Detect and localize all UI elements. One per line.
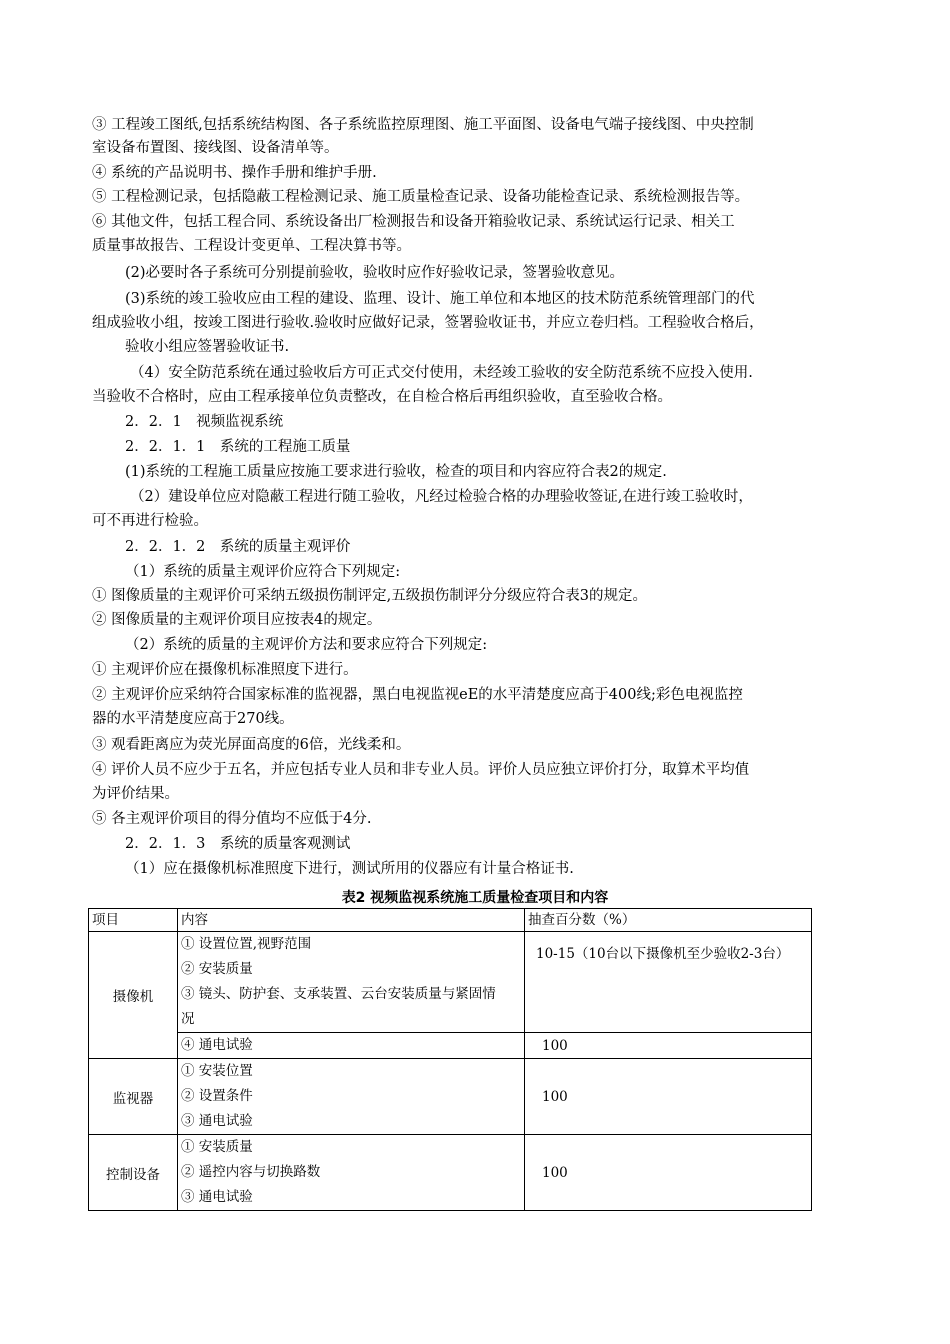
paragraph-line: ④ 系统的产品说明书、操作手册和维护手册. <box>92 165 377 181</box>
list-item: ① 设置位置,视野范围 <box>181 936 312 952</box>
paragraph-line: ⑥ 其他文件，包括工程合同、系统设备出厂检测报告和设备开箱验收记录、系统试运行记录、相关工 <box>92 214 735 230</box>
list-item: ② 遥控内容与切换路数 <box>181 1164 321 1180</box>
paragraph-line: ③ 观看距离应为荧光屏面高度的6倍，光线柔和。 <box>92 737 411 753</box>
paragraph-line: ② 图像质量的主观评价项目应按表4的规定。 <box>92 612 382 628</box>
header-item: 项目 <box>89 909 178 932</box>
camera-percentage: 10-15（10台以下摄像机至少验收2-3台） <box>536 946 790 962</box>
paragraph-line: 可不再进行检验。 <box>92 513 208 529</box>
paragraph-line: 为评价结果。 <box>92 786 179 802</box>
section-heading: 2．2．1 视频监视系统 <box>125 414 284 430</box>
camera-power-percentage-cell <box>525 1033 812 1059</box>
paragraph-line: 质量事故报告、工程设计变更单、工程决算书等。 <box>92 238 411 254</box>
table-row <box>89 1033 812 1059</box>
paragraph-line: (1)系统的工程施工质量应按施工要求进行验收，检查的项目和内容应符合表2的规定. <box>125 464 667 480</box>
table-row <box>89 932 812 1033</box>
list-item: ③ 通电试验 <box>181 1189 253 1205</box>
list-item: ① 安装位置 <box>181 1063 253 1079</box>
control-percentage-cell <box>525 1135 812 1211</box>
paragraph-line: 当验收不合格时，应由工程承接单位负责整改，在自检合格后再组织验收，直至验收合格。 <box>92 389 672 405</box>
paragraph-line: ① 图像质量的主观评价可采纳五级损伤制评定,五级损伤制评分分级应符合表3的规定。 <box>92 588 647 604</box>
header-content: 内容 <box>178 909 525 932</box>
paragraph-line: ⑤ 工程检测记录，包括隐蔽工程检测记录、施工质量检查记录、设备功能检查记录、系统检测报告等。 <box>92 189 750 205</box>
paragraph-line: 组成验收小组，按竣工图进行验收.验收时应做好记录，签署验收证书，并应立卷归档。工程验收合格后， <box>92 315 764 331</box>
paragraph-line: ① 主观评价应在摄像机标准照度下进行。 <box>92 662 358 678</box>
table-row <box>89 1059 812 1135</box>
paragraph-line: (3)系统的竣工验收应由工程的建设、监理、设计、施工单位和本地区的技术防范系统管理部门的代 <box>125 291 755 307</box>
monitor-percentage-cell <box>525 1059 812 1135</box>
paragraph-line: （1）系统的质量主观评价应符合下列规定: <box>125 564 401 580</box>
paragraph-line: 验收小组应签署验收证书. <box>125 339 290 355</box>
camera-power-item <box>178 1033 525 1059</box>
row-label-camera: 摄像机 <box>89 932 178 1059</box>
table-header-row <box>89 909 812 932</box>
paragraph-line: ⑤ 各主观评价项目的得分值均不应低于4分. <box>92 811 372 827</box>
section-heading: 2．2．1．3 系统的质量客观测试 <box>125 836 351 852</box>
camera-power-percentage: 100 <box>542 1037 568 1054</box>
list-item: 况 <box>181 1011 195 1027</box>
camera-items <box>178 932 525 1033</box>
section-heading: 2．2．1．2 系统的质量主观评价 <box>125 539 351 555</box>
list-item: ④ 通电试验 <box>181 1037 253 1053</box>
section-heading: 2．2．1．1 系统的工程施工质量 <box>125 439 351 455</box>
paragraph-line: ③ 工程竣工图纸,包括系统结构图、各子系统监控原理图、施工平面图、设备电气端子接线图、中央控制 <box>92 117 754 133</box>
control-items <box>178 1135 525 1211</box>
monitor-percentage: 100 <box>542 1088 568 1105</box>
list-item: ③ 通电试验 <box>181 1113 253 1129</box>
inspection-table <box>88 908 812 1211</box>
table-caption: 表2 视频监视系统施工质量检查项目和内容 <box>341 890 609 906</box>
paragraph-line: 器的水平清楚度应高于270线。 <box>92 711 294 727</box>
monitor-items <box>178 1059 525 1135</box>
paragraph-line: ② 主观评价应采纳符合国家标准的监视器，黑白电视监视eE的水平清楚度应高于400线;彩色电视监控 <box>92 687 743 703</box>
list-item: ② 设置条件 <box>181 1088 253 1104</box>
paragraph-line: (2)必要时各子系统可分别提前验收，验收时应作好验收记录，签署验收意见。 <box>125 265 625 281</box>
row-label-control: 控制设备 <box>89 1135 178 1211</box>
paragraph-line: ④ 评价人员不应少于五名，并应包括专业人员和非专业人员。评价人员应独立评价打分，取算术平均值 <box>92 762 750 778</box>
camera-percentage-cell <box>525 932 812 1033</box>
list-item: ③ 镜头、防护套、支承装置、云台安装质量与紧固情 <box>181 986 496 1002</box>
paragraph-line: （1）应在摄像机标准照度下进行，测试所用的仪器应有计量合格证书. <box>125 861 574 877</box>
list-item: ① 安装质量 <box>181 1139 253 1155</box>
header-percentage: 抽查百分数（%） <box>525 909 812 932</box>
control-percentage: 100 <box>542 1164 568 1181</box>
row-label-monitor: 监视器 <box>89 1059 178 1135</box>
paragraph-line: （2）建设单位应对隐蔽工程进行随工验收，凡经过检验合格的办理验收签证,在进行竣工验收时， <box>130 489 753 505</box>
paragraph-line: （2）系统的质量的主观评价方法和要求应符合下列规定: <box>125 637 488 653</box>
table-row <box>89 1135 812 1211</box>
list-item: ② 安装质量 <box>181 961 253 977</box>
paragraph-line: 室设备布置图、接线图、设备清单等。 <box>92 140 339 156</box>
paragraph-line: （4）安全防范系统在通过验收后方可正式交付使用，未经竣工验收的安全防范系统不应投入使用. <box>130 365 753 381</box>
